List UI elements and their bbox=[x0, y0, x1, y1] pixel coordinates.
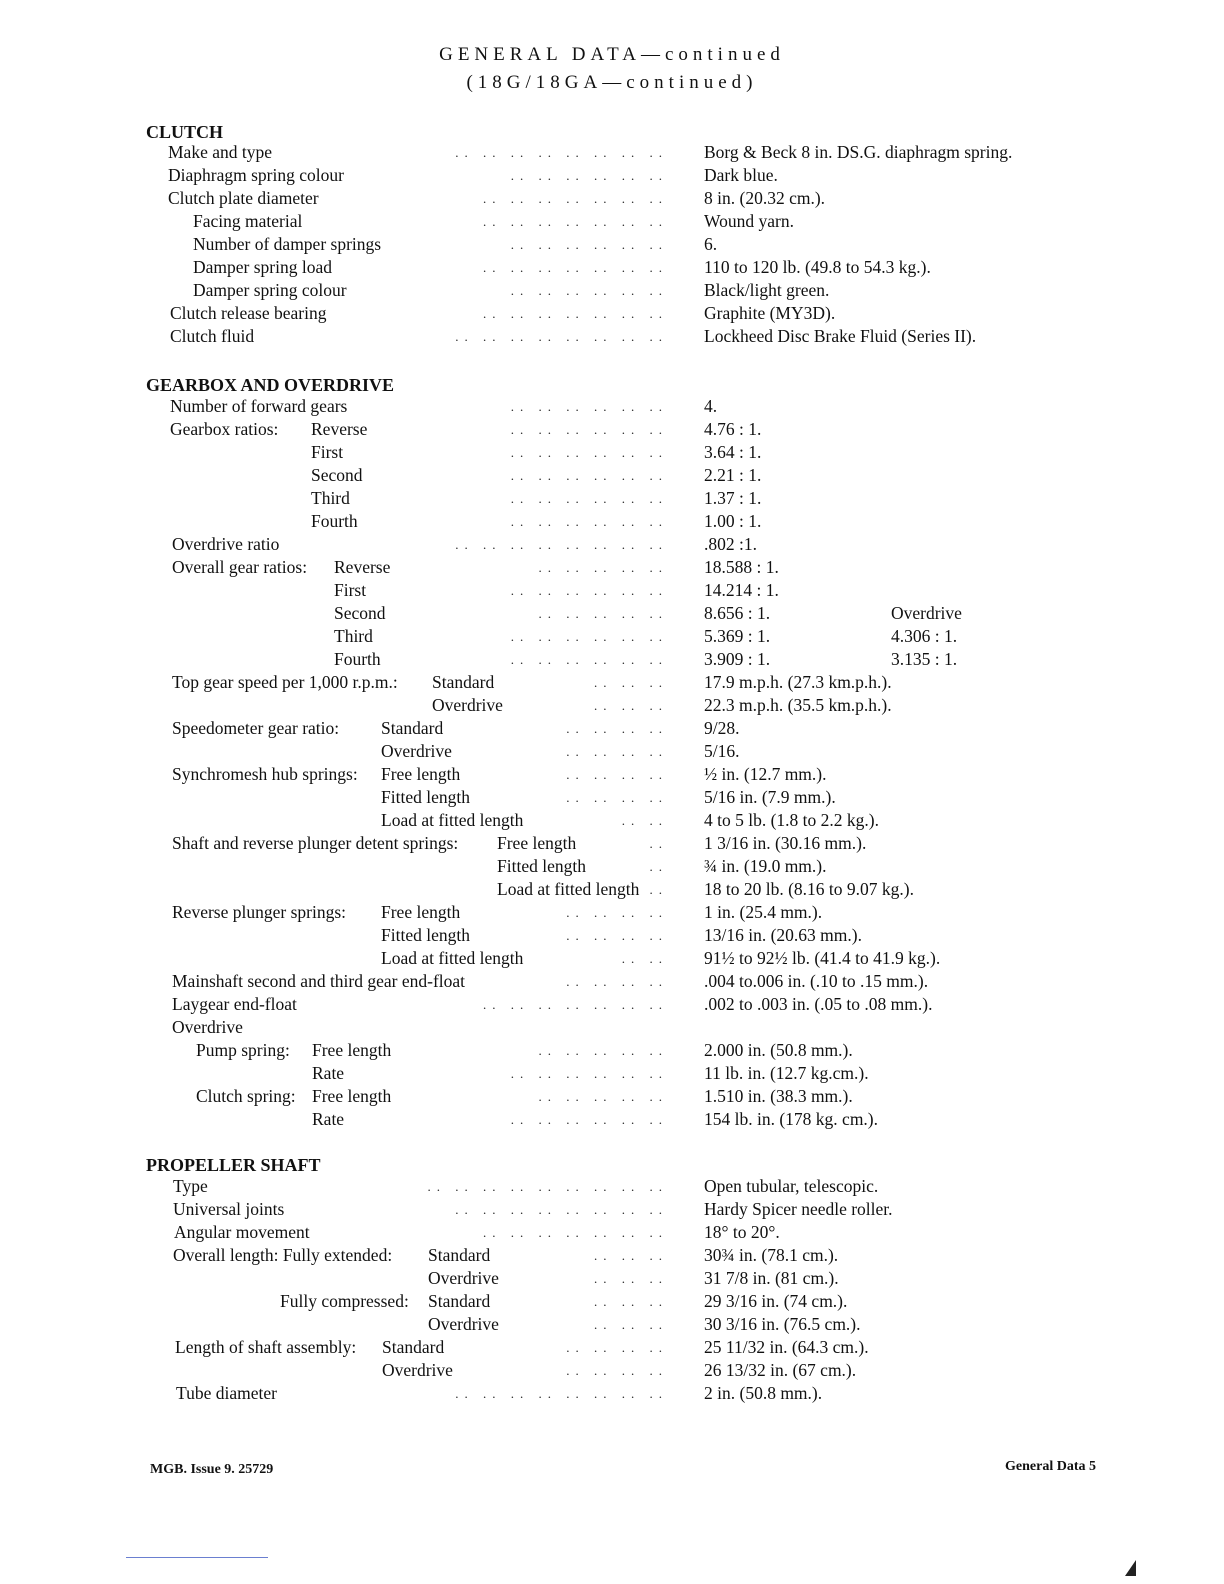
spec-sublabel: Fitted length bbox=[381, 925, 470, 945]
spec-label: Make and type bbox=[168, 142, 272, 162]
spec-value: 8 in. (20.32 cm.). bbox=[704, 188, 826, 208]
leader-dots: .. .. .. .. bbox=[566, 974, 668, 989]
spec-label: Overdrive ratio bbox=[172, 534, 280, 554]
spec-value: .802 :1. bbox=[704, 534, 757, 554]
spec-sublabel: Fitted length bbox=[497, 856, 586, 876]
spec-row bbox=[0, 902, 1224, 925]
spec-sublabel: Load at fitted length bbox=[497, 879, 640, 899]
leader-dots: .. .. .. .. .. .. .. .. bbox=[455, 537, 668, 552]
leader-dots: .. .. .. .. .. .. .. .. .. bbox=[427, 1179, 668, 1194]
leader-dots: .. .. .. .. .. bbox=[538, 1043, 668, 1058]
spec-value: 3.909 : 1. bbox=[704, 649, 771, 669]
spec-row bbox=[0, 1268, 1224, 1291]
spec-sublabel: Rate bbox=[312, 1063, 345, 1083]
spec-sublabel: Standard bbox=[428, 1245, 491, 1265]
page-title: GENERAL DATA—continued bbox=[439, 44, 785, 65]
spec-value: 4 to 5 lb. (1.8 to 2.2 kg.). bbox=[704, 810, 879, 830]
spec-label: Tube diameter bbox=[176, 1383, 277, 1403]
leader-dots: .. .. .. .. .. .. bbox=[510, 514, 668, 529]
spec-value: 26 13/32 in. (67 cm.). bbox=[704, 1360, 857, 1380]
spec-row bbox=[0, 1222, 1224, 1245]
spec-row bbox=[0, 1017, 1224, 1040]
spec-row bbox=[0, 165, 1224, 188]
leader-dots: .. .. .. .. .. .. .. .. bbox=[455, 1202, 668, 1217]
spec-value: Hardy Spicer needle roller. bbox=[704, 1199, 893, 1219]
leader-dots: .. .. .. .. .. .. bbox=[510, 583, 668, 598]
spec-sublabel: Standard bbox=[382, 1337, 445, 1357]
leader-dots: .. .. bbox=[621, 951, 668, 966]
spec-row bbox=[0, 672, 1224, 695]
spec-row bbox=[0, 1199, 1224, 1222]
spec-row bbox=[0, 1291, 1224, 1314]
spec-row bbox=[0, 580, 1224, 603]
spec-sublabel: Free length bbox=[312, 1040, 392, 1060]
spec-label: Clutch release bearing bbox=[170, 303, 327, 323]
spec-value: .002 to .003 in. (.05 to .08 mm.). bbox=[704, 994, 933, 1014]
spec-row bbox=[0, 234, 1224, 257]
spec-value: ¾ in. (19.0 mm.). bbox=[704, 856, 827, 876]
spec-label: Type bbox=[173, 1176, 208, 1196]
spec-label: Clutch plate diameter bbox=[168, 188, 319, 208]
leader-dots: .. .. .. .. .. .. bbox=[510, 629, 668, 644]
spec-row bbox=[0, 741, 1224, 764]
spec-label: Synchromesh hub springs: bbox=[172, 764, 358, 784]
spec-sublabel: Overdrive bbox=[428, 1268, 499, 1288]
spec-row bbox=[0, 1360, 1224, 1383]
spec-value: 1 in. (25.4 mm.). bbox=[704, 902, 823, 922]
spec-value: Dark blue. bbox=[704, 165, 778, 185]
spec-value: Open tubular, telescopic. bbox=[704, 1176, 879, 1196]
leader-dots: .. .. .. .. bbox=[566, 744, 668, 759]
spec-value: 17.9 m.p.h. (27.3 km.p.h.). bbox=[704, 672, 892, 692]
spec-row bbox=[0, 626, 1224, 649]
spec-label: Reverse plunger springs: bbox=[172, 902, 346, 922]
spec-sublabel: Free length bbox=[312, 1086, 392, 1106]
spec-row bbox=[0, 948, 1224, 971]
spec-sublabel: First bbox=[334, 580, 367, 600]
spec-row bbox=[0, 142, 1224, 165]
spec-row bbox=[0, 833, 1224, 856]
spec-sublabel: Overdrive bbox=[428, 1314, 499, 1334]
spec-row bbox=[0, 1245, 1224, 1268]
spec-sublabel: Fourth bbox=[334, 649, 381, 669]
spec-row bbox=[0, 994, 1224, 1017]
spec-value: 14.214 : 1. bbox=[704, 580, 779, 600]
spec-row bbox=[0, 1086, 1224, 1109]
spec-row bbox=[0, 603, 1224, 626]
leader-dots: .. .. .. .. bbox=[566, 1340, 668, 1355]
spec-value: 154 lb. in. (178 kg. cm.). bbox=[704, 1109, 879, 1129]
spec-value: 5/16 in. (7.9 mm.). bbox=[704, 787, 836, 807]
leader-dots: .. bbox=[649, 836, 668, 851]
leader-dots: .. .. .. .. .. .. bbox=[510, 237, 668, 252]
leader-dots: .. .. .. .. bbox=[566, 721, 668, 736]
leader-dots: .. .. .. .. bbox=[566, 928, 668, 943]
spec-sublabel: Overdrive bbox=[381, 741, 452, 761]
spec-value: 30¾ in. (78.1 cm.). bbox=[704, 1245, 839, 1265]
spec-value: ½ in. (12.7 mm.). bbox=[704, 764, 827, 784]
spec-sublabel: Load at fitted length bbox=[381, 810, 524, 830]
spec-value: 2 in. (50.8 mm.). bbox=[704, 1383, 823, 1403]
spec-sublabel: Reverse bbox=[311, 419, 368, 439]
leader-dots: .. .. .. .. .. bbox=[538, 1089, 668, 1104]
spec-value: 18° to 20°. bbox=[704, 1222, 780, 1242]
corner-mark bbox=[1125, 1560, 1136, 1576]
spec-label: Shaft and reverse plunger detent springs: bbox=[172, 833, 459, 853]
leader-dots: .. .. .. bbox=[594, 1294, 668, 1309]
leader-dots: .. .. .. .. bbox=[566, 905, 668, 920]
spec-row bbox=[0, 1337, 1224, 1360]
spec-label: Clutch fluid bbox=[170, 326, 255, 346]
leader-dots: .. .. .. bbox=[594, 1248, 668, 1263]
spec-label: Overdrive bbox=[172, 1017, 243, 1037]
spec-row bbox=[0, 465, 1224, 488]
spec-row bbox=[0, 188, 1224, 211]
spec-value: 8.656 : 1. bbox=[704, 603, 771, 623]
spec-row bbox=[0, 879, 1224, 902]
spec-sublabel: Second bbox=[334, 603, 386, 623]
spec-row bbox=[0, 419, 1224, 442]
spec-value: 6. bbox=[704, 234, 718, 254]
spec-sublabel: Standard bbox=[432, 672, 495, 692]
spec-row bbox=[0, 925, 1224, 948]
leader-dots: .. .. .. .. .. .. .. .. bbox=[455, 1386, 668, 1401]
spec-row bbox=[0, 280, 1224, 303]
spec-overdrive-value: 3.135 : 1. bbox=[891, 649, 958, 669]
spec-value: 25 11/32 in. (64.3 cm.). bbox=[704, 1337, 869, 1357]
leader-dots: .. .. .. .. .. bbox=[538, 606, 668, 621]
spec-label: Damper spring load bbox=[193, 257, 332, 277]
spec-value: Black/light green. bbox=[704, 280, 830, 300]
spec-row bbox=[0, 1063, 1224, 1086]
spec-row bbox=[0, 649, 1224, 672]
leader-dots: .. .. .. .. .. bbox=[538, 560, 668, 575]
spec-sublabel: First bbox=[311, 442, 344, 462]
leader-dots: .. .. .. .. .. .. .. bbox=[483, 260, 668, 275]
spec-label: Damper spring colour bbox=[193, 280, 347, 300]
spec-row bbox=[0, 534, 1224, 557]
spec-sublabel: Rate bbox=[312, 1109, 345, 1129]
spec-value: 9/28. bbox=[704, 718, 740, 738]
bottom-rule bbox=[126, 1557, 268, 1558]
spec-value: 1.37 : 1. bbox=[704, 488, 762, 508]
spec-row bbox=[0, 787, 1224, 810]
spec-value: 2.000 in. (50.8 mm.). bbox=[704, 1040, 853, 1060]
leader-dots: .. .. .. .. .. .. bbox=[510, 1112, 668, 1127]
spec-label: Angular movement bbox=[174, 1222, 310, 1242]
leader-dots: .. .. .. .. .. .. .. bbox=[483, 1225, 668, 1240]
spec-sublabel: Second bbox=[311, 465, 363, 485]
spec-sublabel: Fitted length bbox=[381, 787, 470, 807]
spec-overdrive-value: 4.306 : 1. bbox=[891, 626, 958, 646]
spec-label: Mainshaft second and third gear end-float bbox=[172, 971, 466, 991]
leader-dots: .. bbox=[649, 859, 668, 874]
footer-page: General Data 5 bbox=[1005, 1459, 1096, 1474]
spec-row bbox=[0, 442, 1224, 465]
leader-dots: .. .. .. bbox=[594, 1271, 668, 1286]
page-subtitle: (18G/18GA—continued) bbox=[466, 72, 758, 93]
leader-dots: .. .. bbox=[621, 813, 668, 828]
leader-dots: .. .. .. .. bbox=[566, 767, 668, 782]
spec-value: 22.3 m.p.h. (35.5 km.p.h.). bbox=[704, 695, 892, 715]
spec-value: Lockheed Disc Brake Fluid (Series II). bbox=[704, 326, 977, 346]
spec-label: Fully compressed: bbox=[280, 1291, 409, 1311]
section-heading-gearbox: GEARBOX AND OVERDRIVE bbox=[146, 375, 395, 395]
spec-label: Speedometer gear ratio: bbox=[172, 718, 340, 738]
spec-sublabel: Fourth bbox=[311, 511, 358, 531]
spec-sublabel: Load at fitted length bbox=[381, 948, 524, 968]
spec-sublabel: Standard bbox=[381, 718, 444, 738]
spec-value: 4.76 : 1. bbox=[704, 419, 762, 439]
spec-row bbox=[0, 1314, 1224, 1337]
spec-value: 1.510 in. (38.3 mm.). bbox=[704, 1086, 853, 1106]
spec-value: 11 lb. in. (12.7 kg.cm.). bbox=[704, 1063, 869, 1083]
spec-label: Overall gear ratios: bbox=[172, 557, 308, 577]
spec-value: 30 3/16 in. (76.5 cm.). bbox=[704, 1314, 861, 1334]
spec-value: 2.21 : 1. bbox=[704, 465, 762, 485]
spec-value: 4. bbox=[704, 396, 718, 416]
spec-row bbox=[0, 856, 1224, 879]
spec-row bbox=[0, 1040, 1224, 1063]
leader-dots: .. .. .. .. .. .. .. bbox=[483, 306, 668, 321]
spec-row bbox=[0, 810, 1224, 833]
spec-value: 110 to 120 lb. (49.8 to 54.3 kg.). bbox=[704, 257, 931, 277]
spec-overdrive-value: Overdrive bbox=[891, 603, 962, 623]
spec-label: Universal joints bbox=[173, 1199, 285, 1219]
spec-value: 18.588 : 1. bbox=[704, 557, 779, 577]
spec-sublabel: Overdrive bbox=[432, 695, 503, 715]
spec-sublabel: Standard bbox=[428, 1291, 491, 1311]
spec-row bbox=[0, 557, 1224, 580]
spec-label: Number of damper springs bbox=[193, 234, 382, 254]
spec-value: 5/16. bbox=[704, 741, 740, 761]
spec-value: .004 to.006 in. (.10 to .15 mm.). bbox=[704, 971, 929, 991]
leader-dots: .. .. .. .. .. .. .. .. bbox=[455, 145, 668, 160]
spec-row bbox=[0, 488, 1224, 511]
spec-sublabel: Third bbox=[334, 626, 373, 646]
leader-dots: .. .. .. .. .. .. bbox=[510, 652, 668, 667]
section-heading-propeller: PROPELLER SHAFT bbox=[146, 1155, 321, 1175]
spec-value: 5.369 : 1. bbox=[704, 626, 771, 646]
spec-label: Clutch spring: bbox=[196, 1086, 296, 1106]
spec-sublabel: Overdrive bbox=[382, 1360, 453, 1380]
spec-sublabel: Free length bbox=[381, 902, 461, 922]
leader-dots: .. .. .. .. bbox=[566, 790, 668, 805]
spec-value: 29 3/16 in. (74 cm.). bbox=[704, 1291, 848, 1311]
leader-dots: .. bbox=[649, 882, 668, 897]
spec-value: 1.00 : 1. bbox=[704, 511, 762, 531]
spec-row bbox=[0, 695, 1224, 718]
spec-row bbox=[0, 396, 1224, 419]
leader-dots: .. .. .. bbox=[594, 698, 668, 713]
leader-dots: .. .. .. .. .. .. bbox=[510, 445, 668, 460]
spec-value: 91½ to 92½ lb. (41.4 to 41.9 kg.). bbox=[704, 948, 941, 968]
spec-sublabel: Free length bbox=[497, 833, 577, 853]
leader-dots: .. .. .. .. .. .. .. .. bbox=[455, 329, 668, 344]
spec-row bbox=[0, 718, 1224, 741]
spec-label: Number of forward gears bbox=[170, 396, 348, 416]
leader-dots: .. .. .. bbox=[594, 1317, 668, 1332]
spec-value: Borg & Beck 8 in. DS.G. diaphragm spring. bbox=[704, 142, 1013, 162]
spec-sublabel: Free length bbox=[381, 764, 461, 784]
spec-value: 3.64 : 1. bbox=[704, 442, 762, 462]
spec-value: 1 3/16 in. (30.16 mm.). bbox=[704, 833, 867, 853]
leader-dots: .. .. .. .. .. .. .. bbox=[483, 214, 668, 229]
spec-row bbox=[0, 971, 1224, 994]
spec-label: Laygear end-float bbox=[172, 994, 297, 1014]
leader-dots: .. .. .. .. .. .. .. bbox=[483, 191, 668, 206]
spec-row bbox=[0, 1383, 1224, 1406]
spec-value: Graphite (MY3D). bbox=[704, 303, 836, 323]
spec-row bbox=[0, 326, 1224, 349]
leader-dots: .. .. .. .. .. .. bbox=[510, 283, 668, 298]
spec-row bbox=[0, 257, 1224, 280]
spec-label: Pump spring: bbox=[196, 1040, 290, 1060]
footer-issue: MGB. Issue 9. 25729 bbox=[150, 1462, 274, 1477]
section-heading-clutch: CLUTCH bbox=[146, 122, 224, 142]
leader-dots: .. .. .. .. .. .. bbox=[510, 491, 668, 506]
leader-dots: .. .. .. .. .. .. bbox=[510, 1066, 668, 1081]
spec-label: Overall length: Fully extended: bbox=[173, 1245, 393, 1265]
spec-label: Diaphragm spring colour bbox=[168, 165, 344, 185]
spec-row bbox=[0, 211, 1224, 234]
spec-value: Wound yarn. bbox=[704, 211, 794, 231]
spec-value: 13/16 in. (20.63 mm.). bbox=[704, 925, 862, 945]
leader-dots: .. .. .. .. bbox=[566, 1363, 668, 1378]
spec-value: 18 to 20 lb. (8.16 to 9.07 kg.). bbox=[704, 879, 914, 899]
spec-row bbox=[0, 511, 1224, 534]
spec-row bbox=[0, 1176, 1224, 1199]
spec-sublabel: Third bbox=[311, 488, 350, 508]
leader-dots: .. .. .. .. .. .. bbox=[510, 422, 668, 437]
spec-sublabel: Reverse bbox=[334, 557, 391, 577]
leader-dots: .. .. .. .. .. .. .. bbox=[483, 997, 668, 1012]
spec-label: Length of shaft assembly: bbox=[175, 1337, 357, 1357]
spec-row bbox=[0, 1109, 1224, 1132]
leader-dots: .. .. .. bbox=[594, 675, 668, 690]
leader-dots: .. .. .. .. .. .. bbox=[510, 399, 668, 414]
spec-row bbox=[0, 764, 1224, 787]
spec-value: 31 7/8 in. (81 cm.). bbox=[704, 1268, 839, 1288]
leader-dots: .. .. .. .. .. .. bbox=[510, 168, 668, 183]
leader-dots: .. .. .. .. .. .. bbox=[510, 468, 668, 483]
spec-row bbox=[0, 303, 1224, 326]
spec-label: Gearbox ratios: bbox=[170, 419, 279, 439]
spec-label: Facing material bbox=[193, 211, 303, 231]
spec-label: Top gear speed per 1,000 r.p.m.: bbox=[172, 672, 398, 692]
